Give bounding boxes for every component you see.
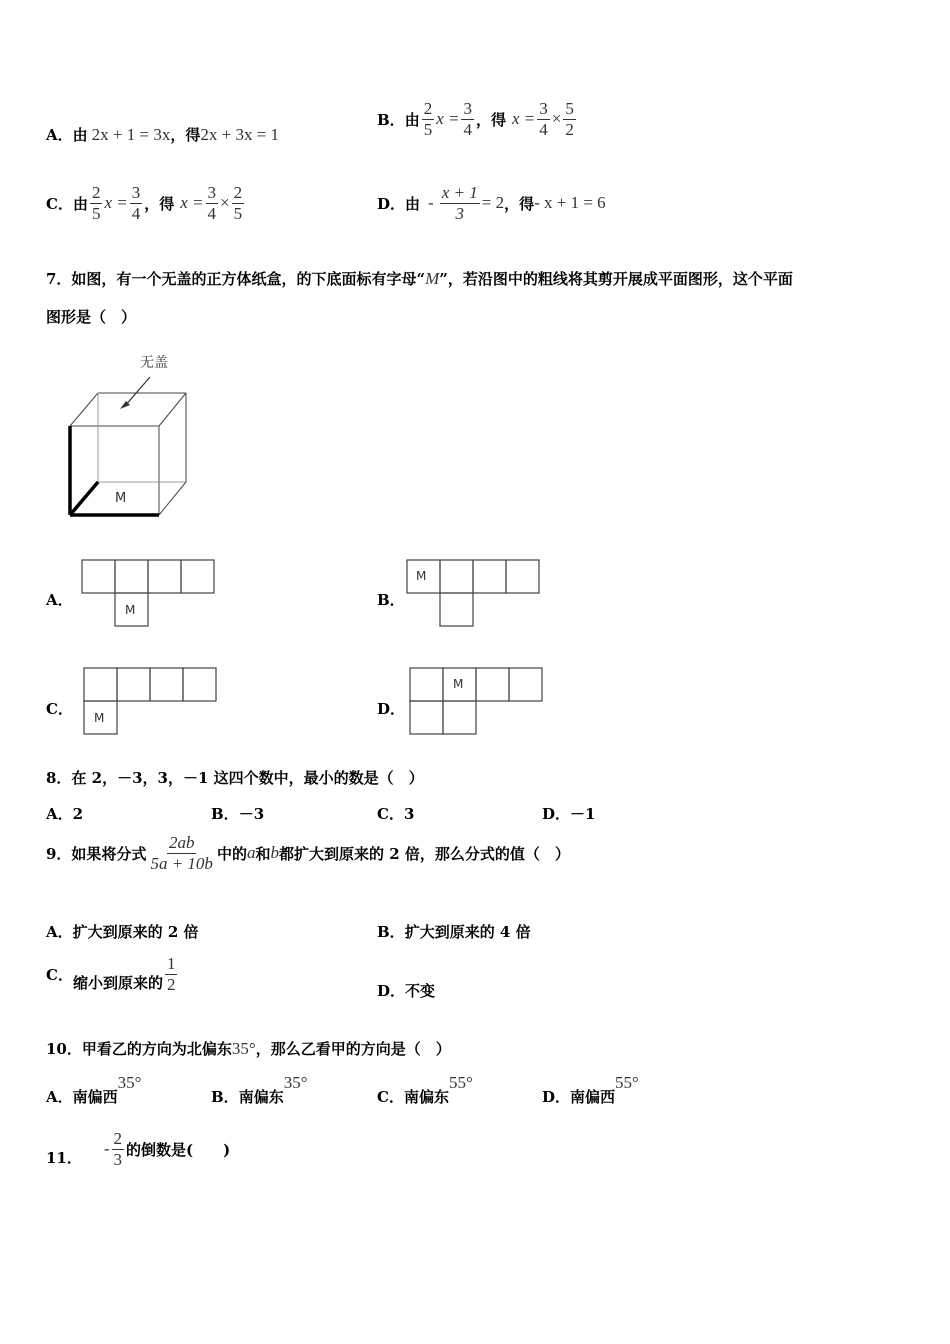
q6-a-eq1: 2x + 1 = 3x [91, 124, 171, 144]
q6-d-res: - x + 1 = 6 [534, 193, 606, 213]
q9-option-a[interactable]: A．扩大到原来的 2 倍 [46, 923, 199, 941]
q6-a-you: 由 [72, 126, 88, 144]
q6-a-label: A． [46, 126, 73, 144]
q9-stem-post: 都扩大到原来的 2 倍，那么分式的值（ ） [278, 844, 570, 863]
q7-a-mark: M [125, 603, 136, 617]
q7-cube-edge [159, 393, 186, 426]
q10-option-b[interactable]: B．南偏东35° [211, 1073, 308, 1106]
q7-d-square [509, 668, 542, 701]
q6-b-frac3: $\frac{3}{4}$ [539, 99, 548, 139]
q7-d-square [410, 701, 443, 734]
q8-stem: 8．在 2，－3，3，－1 这四个数中，最小的数是（ ） [46, 769, 424, 787]
q7-stem-line1: 7．如图，有一个无盖的正方体纸盒，的下底面标有字母“M”，若沿图中的粗线将其剪开展成平面图形，这个平面 [46, 269, 793, 288]
q7-cube-cut-edge [70, 482, 98, 515]
q6-b-times: × [551, 109, 562, 129]
q6-option-a[interactable] [46, 124, 279, 145]
q6-c-frac3: $\frac{3}{4}$ [207, 183, 217, 223]
q10-angle: 35° [231, 1039, 256, 1058]
q7-c-square [183, 668, 216, 701]
q9-var-a: a [246, 843, 256, 863]
q11-stem [46, 1130, 230, 1169]
q11-number: 11． [46, 1148, 82, 1167]
q6-d-you: 由 [405, 194, 421, 213]
q7-cube-arrow [124, 377, 150, 407]
q9-stem-mid: 中的 [216, 844, 247, 863]
q7-b-mark: M [416, 569, 427, 583]
q10-option-a[interactable]: A．南偏西35° [46, 1073, 142, 1106]
q10-option-d[interactable]: D．南偏西55° [542, 1073, 639, 1106]
q6-b-label: B． [377, 110, 405, 129]
q6-d-minus: - [428, 193, 434, 213]
q7-c-square [84, 668, 117, 701]
q8-option-c[interactable]: C．3 [377, 805, 415, 823]
q9-c-fraction: $\frac{1}{2}$ [166, 954, 176, 994]
q7-a-square [148, 560, 181, 593]
q11-minus: - [103, 1139, 110, 1159]
q6-c-frac1: $\frac{2}{5}$ [91, 183, 101, 223]
q6-c-de: ，得 [144, 194, 175, 213]
q6-d-frac: $\frac{x + 1}{3}$ [441, 183, 478, 223]
q7-option-d-net[interactable] [408, 666, 548, 736]
q11-text: 的倒数是( ) [126, 1140, 231, 1159]
q9-var-b: b [270, 843, 279, 863]
q6-b-x2: x = [512, 109, 536, 129]
q6-d-label: D． [377, 194, 406, 213]
q7-cube-edge [70, 393, 98, 426]
q6-b-you: 由 [404, 110, 420, 129]
q7-b-square [506, 560, 539, 593]
q7-option-c-label[interactable]: C． [46, 700, 73, 718]
q7-d-square [476, 668, 509, 701]
q7-c-square [117, 668, 150, 701]
q10-option-c[interactable]: C．南偏东55° [377, 1073, 473, 1106]
q8-option-b[interactable]: B．－3 [211, 805, 265, 823]
q9-stem-and: 和 [255, 844, 271, 863]
q7-cube-top-label: 无盖 [140, 355, 168, 371]
q7-option-a-label[interactable]: A． [46, 591, 73, 609]
q7-option-b-label[interactable]: B． [377, 591, 405, 609]
q7-option-c-net[interactable] [82, 666, 222, 736]
q9-fraction: $\frac{2ab}{5a + 10b}$ [150, 833, 213, 873]
q9-option-b[interactable]: B．扩大到原来的 4 倍 [377, 923, 531, 941]
q7-cube-edge [159, 482, 186, 515]
q6-option-d[interactable] [377, 184, 606, 223]
q7-var-m: M [425, 269, 440, 288]
q7-d-mark: M [453, 677, 464, 691]
q6-b-frac4: $\frac{5}{2}$ [565, 99, 574, 139]
q6-c-label: C． [46, 194, 73, 213]
q6-d-de: ，得 [504, 194, 535, 213]
q6-b-x1: x = [436, 109, 460, 129]
q6-d-eq: = 2 [481, 193, 505, 213]
q7-b-square [440, 560, 473, 593]
q6-c-frac4: $\frac{2}{5}$ [233, 183, 243, 223]
q7-a-square [115, 560, 148, 593]
q6-option-b[interactable] [377, 100, 578, 139]
q6-c-you: 由 [72, 194, 88, 213]
q7-stem-line2: 图形是（ ） [46, 308, 137, 326]
q6-a-eq2: 2x + 3x = 1 [200, 124, 280, 144]
q7-d-square [410, 668, 443, 701]
q9-option-c[interactable]: C． 缩小到原来的 $\frac{1}{2}$ [46, 954, 176, 994]
q7-a-square [181, 560, 214, 593]
q8-option-d[interactable]: D．－1 [542, 805, 596, 823]
q7-a-square [82, 560, 115, 593]
q6-b-frac1: $\frac{2}{5}$ [423, 99, 433, 139]
q6-c-times: × [220, 193, 230, 213]
q7-b-square [473, 560, 506, 593]
q9-stem [46, 834, 570, 873]
q7-option-b-net[interactable] [405, 558, 545, 628]
q8-option-a[interactable]: A．2 [46, 805, 84, 823]
q6-option-c[interactable] [46, 184, 246, 223]
q9-option-d[interactable]: D．不变 [377, 982, 436, 1000]
q6-c-x1: x = [104, 193, 128, 213]
q7-d-square [443, 701, 476, 734]
q7-cube-figure [60, 345, 200, 525]
q7-cube-face-label: M [115, 491, 127, 506]
q7-option-d-label[interactable]: D． [377, 700, 406, 718]
q10-stem: 10．甲看乙的方向为北偏东35°，那么乙看甲的方向是（ ） [46, 1039, 451, 1058]
q7-c-mark: M [94, 711, 105, 725]
q7-c-square [150, 668, 183, 701]
q6-c-frac2: $\frac{3}{4}$ [131, 183, 141, 223]
q7-option-a-net[interactable] [80, 558, 220, 628]
q6-c-x2: x = [180, 193, 204, 213]
q7-b-square [440, 593, 473, 626]
q9-stem-pre: 9．如果将分式 [46, 844, 147, 863]
q6-a-de: ，得 [170, 126, 201, 144]
q11-fraction: $\frac{2}{3}$ [113, 1129, 123, 1169]
q6-b-de: ，得 [475, 110, 506, 129]
q6-b-frac2: $\frac{3}{4}$ [463, 99, 472, 139]
